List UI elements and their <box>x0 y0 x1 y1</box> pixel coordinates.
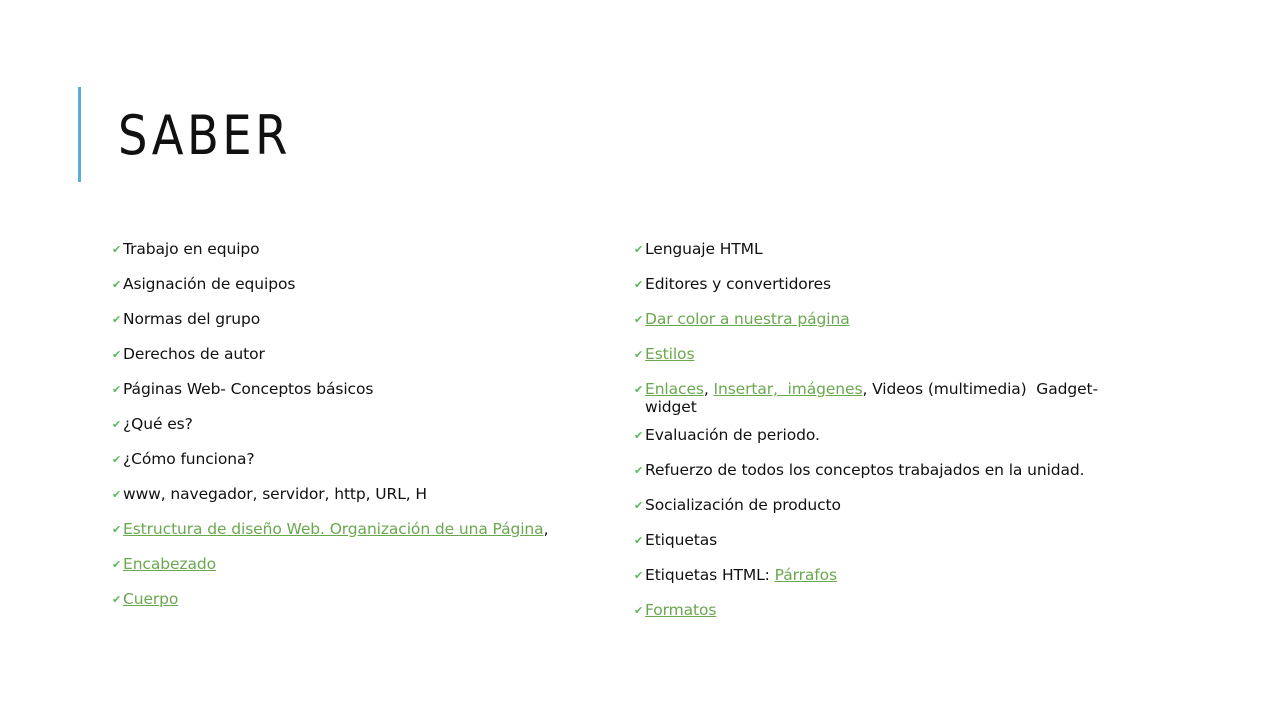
link-estilos[interactable]: Estilos <box>645 345 695 363</box>
link-encabezado[interactable]: Encabezado <box>123 555 216 573</box>
list-item <box>636 601 1136 619</box>
list-item: ✔ www, navegador, servidor, http, URL, H <box>112 485 427 503</box>
list-item: ✔ Estructura de diseño Web. Organización de una Página, <box>112 520 549 538</box>
list-item: ✔ Evaluación de periodo. <box>634 426 820 444</box>
checkmark-icon: ✔ <box>634 464 644 477</box>
checkmark-icon: ✔ <box>634 313 644 326</box>
checkmark-icon: ✔ <box>112 243 122 256</box>
list-item: ✔ Editores y convertidores <box>634 275 832 293</box>
list-item: ✔ Refuerzo de todos los conceptos trabajados en la unidad. <box>634 461 1085 479</box>
right-bullet-list <box>636 240 1136 636</box>
checkmark-icon: ✔ <box>634 243 644 256</box>
link-parrafos[interactable]: Párrafos <box>774 566 837 584</box>
checkmark-icon: ✔ <box>112 453 122 466</box>
list-item: ✔ Etiquetas <box>634 531 718 549</box>
link-cuerpo[interactable]: Cuerpo <box>123 590 179 608</box>
checkmark-icon: ✔ <box>634 534 644 547</box>
link-insertar-imagenes[interactable]: Insertar, imágenes <box>713 380 863 398</box>
checkmark-icon: ✔ <box>634 278 644 291</box>
checkmark-icon: ✔ <box>634 348 644 361</box>
link-formatos[interactable]: Formatos <box>645 601 717 619</box>
list-item <box>114 590 594 608</box>
list-item: ✔ ¿Cómo funciona? <box>112 450 255 468</box>
checkmark-icon: ✔ <box>112 488 122 501</box>
checkmark-icon: ✔ <box>112 313 122 326</box>
link-estructura-diseno-web[interactable]: Estructura de diseño Web. Organización de una Página <box>123 520 544 538</box>
checkmark-icon: ✔ <box>112 383 122 396</box>
list-item: ✔ Páginas Web- Conceptos básicos <box>112 380 374 398</box>
checkmark-icon: ✔ <box>112 278 122 291</box>
left-bullet-list <box>114 240 594 625</box>
list-item: ✔ Trabajo en equipo <box>112 240 260 258</box>
list-item: ✔ Lenguaje HTML <box>634 240 763 258</box>
list-item <box>114 555 594 573</box>
list-item: ✔ Asignación de equipos <box>112 275 296 293</box>
list-item <box>636 345 1136 363</box>
checkmark-icon: ✔ <box>112 418 122 431</box>
list-item: ✔ Derechos de autor <box>112 345 265 363</box>
checkmark-icon: ✔ <box>112 593 122 606</box>
list-item: ✔ Normas del grupo <box>112 310 261 328</box>
checkmark-icon: ✔ <box>112 558 122 571</box>
checkmark-icon: ✔ <box>634 569 644 582</box>
list-item: ✔ Enlaces, Insertar, imágenes, Videos (multimedia) Gadget- widget <box>634 380 1098 416</box>
checkmark-icon: ✔ <box>634 429 644 442</box>
checkmark-icon: ✔ <box>112 523 122 536</box>
list-item: ✔ Etiquetas HTML: Párrafos <box>634 566 837 584</box>
list-item: ✔ ¿Qué es? <box>112 415 193 433</box>
list-item: ✔ Socialización de producto <box>634 496 841 514</box>
checkmark-icon: ✔ <box>634 499 644 512</box>
list-item <box>636 310 1136 328</box>
title-accent-bar <box>78 87 81 182</box>
checkmark-icon: ✔ <box>112 348 122 361</box>
link-dar-color[interactable]: Dar color a nuestra página <box>645 310 850 328</box>
link-enlaces[interactable]: Enlaces <box>645 380 704 398</box>
checkmark-icon: ✔ <box>634 604 644 617</box>
checkmark-icon: ✔ <box>634 383 644 396</box>
slide-title: SABER <box>118 104 291 167</box>
